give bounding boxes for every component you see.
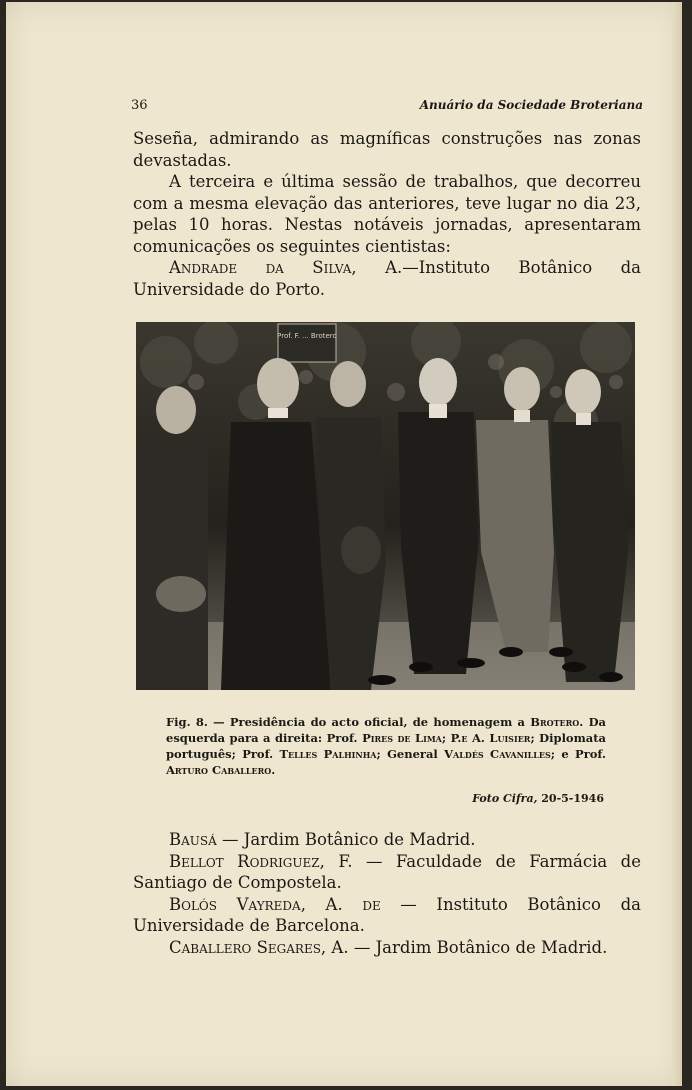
- caption-name-luisier: e A. Luisier: [461, 731, 531, 745]
- credit-date: 20-5-1946: [541, 792, 604, 805]
- paragraph-third-session: A terceira e última sessão de trabalhos, que decorreu com a mesma elevação das anteriores, teve lugar no dia 23, pelas 10 horas. Nestas notáveis jornadas, apresentaram comunicações os seguintes cientistas:: [133, 172, 641, 256]
- credit-label: Foto Cifra,: [472, 792, 538, 805]
- caption-sep: ; e Prof.: [550, 747, 606, 761]
- caption-sep: ; General: [376, 747, 438, 761]
- entry-affiliation: — Jardim Botânico de Madrid.: [216, 830, 476, 849]
- entry-caballero-segares: [133, 937, 641, 959]
- entry-affiliation: — Jardim Botânico de Madrid.: [348, 937, 608, 957]
- caption-end: .: [271, 763, 276, 777]
- upper-text-block: [133, 128, 641, 300]
- continued-paragraph: Seseña, admirando as magníficas construções nas zonas devastadas.: [133, 129, 641, 170]
- entry-name: Bolós Vayreda, A. de: [169, 894, 381, 914]
- photo-image: [136, 322, 635, 690]
- entry-affiliation: —Instituto Botânico da Universidade do Porto.: [133, 258, 642, 299]
- book-page: [6, 2, 682, 1086]
- lower-entries: [133, 829, 641, 958]
- page-edge: [672, 2, 682, 1086]
- entry-name: Bausá: [169, 830, 217, 849]
- entry-affiliation: — Instituto Botânico da Universidade de Barcelona.: [133, 894, 641, 935]
- caption-name-pires-de-lima: Pires de Lima: [362, 731, 442, 745]
- caption-brotero: Brotero.: [530, 715, 584, 729]
- page-number: 36: [131, 98, 148, 113]
- entry-bellot-rodriguez: [133, 851, 641, 894]
- caption-name-valdes-cavanilles: Valdés Cavanilles: [444, 747, 551, 761]
- page-header: [131, 98, 643, 118]
- caption-line2: Da esquerda para a direita: Prof.: [166, 715, 606, 745]
- sign-text: Prof. F. ... Brotero: [277, 332, 337, 340]
- entry-name: Andrade da Silva, A.: [169, 258, 403, 277]
- figure-caption: [166, 714, 606, 778]
- entry-name: Caballero Segares, A.: [169, 937, 349, 957]
- entry-bausa: [133, 829, 641, 851]
- caption-sep: ; P.: [441, 731, 462, 745]
- caption-sep: ; Diplomata português; Prof.: [166, 731, 606, 761]
- entry-affiliation: — Faculdade de Farmácia de Santiago de Compostela.: [133, 851, 641, 892]
- caption-name-palhinha: Telles Palhinha: [279, 747, 377, 761]
- entry-name: Bellot Rodriguez, F.: [169, 851, 353, 871]
- caption-lead: Fig. 8. — Presidência do acto oficial, de homenagem a: [166, 715, 525, 729]
- caption-text: [166, 714, 606, 778]
- entry-andrade-da-silva: [133, 257, 641, 300]
- figure-photograph: [136, 322, 635, 690]
- photo-credit: [346, 792, 604, 805]
- running-title: Anuário da Sociedade Broteriana: [419, 98, 643, 112]
- caption-name-caballero: Arturo Caballero: [166, 763, 272, 777]
- entry-bolos-vayreda: [133, 894, 641, 937]
